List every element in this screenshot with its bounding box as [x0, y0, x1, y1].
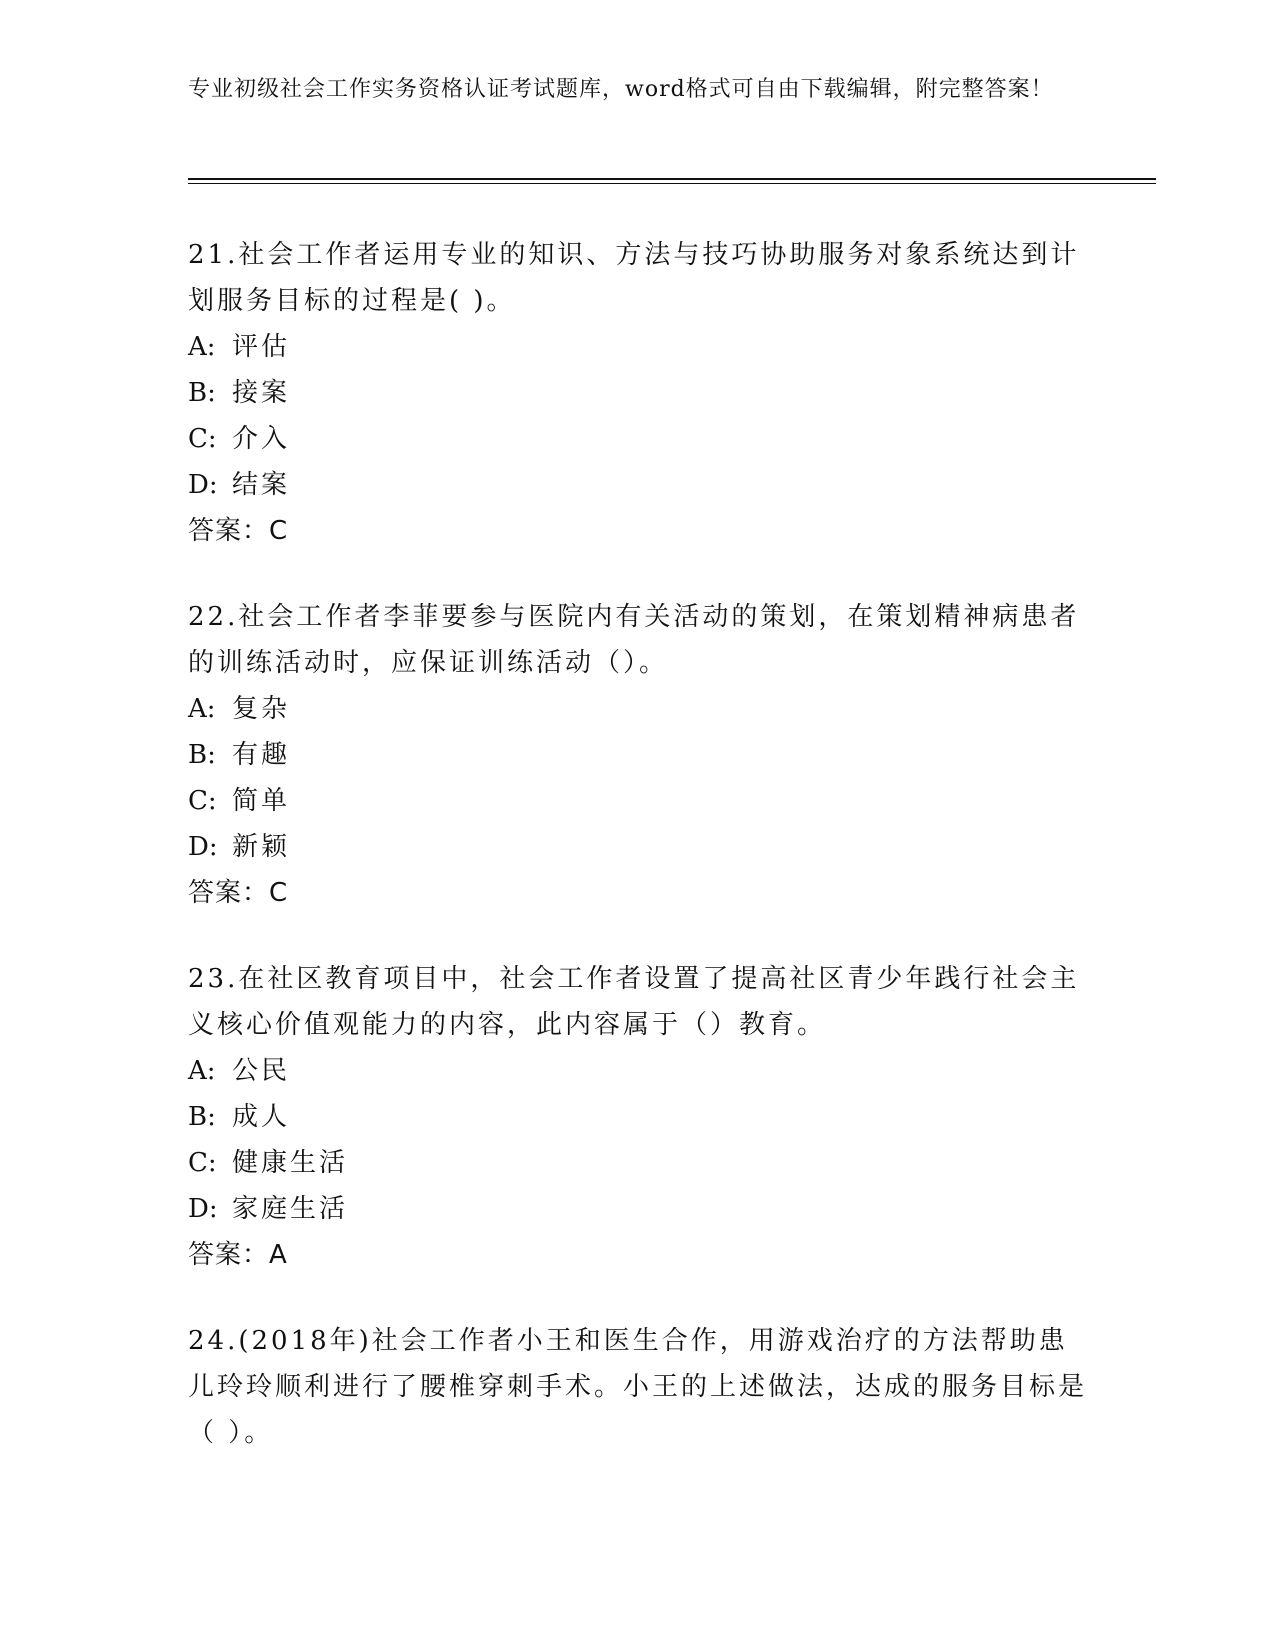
option-a [188, 324, 1088, 370]
option-letter: B: [188, 1102, 216, 1132]
option-letter: D: [188, 1194, 218, 1224]
question-stem: 22.社会工作者李菲要参与医院内有关活动的策划，在策划精神病患者的训练活动时，应保证训练活动（）。 [188, 602, 1080, 678]
option-a [188, 686, 1088, 732]
option-letter: C: [188, 424, 217, 454]
option-text: 家庭生活 [232, 1194, 349, 1224]
option-text: 简单 [232, 786, 291, 816]
option-text: 介入 [232, 424, 291, 454]
option-d [188, 824, 1088, 870]
option-text: 评估 [232, 332, 291, 362]
answer: 答案：C [188, 516, 289, 546]
option-b [188, 732, 1088, 778]
question-stem: 21.社会工作者运用专业的知识、方法与技巧协助服务对象系统达到计划服务目标的过程是( )。 [188, 240, 1080, 316]
question-stem: 24.(2018年)社会工作者小王和医生合作，用游戏治疗的方法帮助患儿玲玲顺利进行了腰椎穿刺手术。小王的上述做法，达成的服务目标是（ ）。 [188, 1326, 1088, 1448]
option-c [188, 778, 1088, 824]
question-stem: 23.在社区教育项目中，社会工作者设置了提高社区青少年践行社会主义核心价值观能力的内容，此内容属于（）教育。 [188, 964, 1080, 1040]
header-divider [188, 178, 1156, 180]
option-d [188, 462, 1088, 508]
option-a [188, 1048, 1088, 1094]
document-header: 专业初级社会工作实务资格认证考试题库，word格式可自由下载编辑，附完整答案！ [188, 77, 1054, 102]
option-text: 健康生活 [232, 1148, 349, 1178]
header-divider-thin [188, 183, 1156, 184]
option-text: 结案 [232, 470, 291, 500]
option-b [188, 1094, 1088, 1140]
option-letter: D: [188, 470, 218, 500]
question-24 [188, 1318, 1088, 1456]
option-text: 新颖 [232, 832, 291, 862]
option-letter: B: [188, 378, 216, 408]
answer: 答案：A [188, 1240, 288, 1270]
option-letter: B: [188, 740, 216, 770]
option-text: 复杂 [232, 694, 291, 724]
option-letter: C: [188, 786, 217, 816]
option-d [188, 1186, 1088, 1232]
option-text: 公民 [232, 1056, 291, 1086]
option-letter: D: [188, 832, 218, 862]
option-b [188, 370, 1088, 416]
option-c [188, 416, 1088, 462]
answer: 答案：C [188, 878, 289, 908]
option-text: 成人 [232, 1102, 291, 1132]
option-letter: A: [188, 694, 216, 724]
option-text: 接案 [232, 378, 291, 408]
question-21 [188, 232, 1088, 554]
question-22 [188, 594, 1088, 916]
option-c [188, 1140, 1088, 1186]
option-letter: A: [188, 332, 216, 362]
option-text: 有趣 [232, 740, 291, 770]
option-letter: A: [188, 1056, 216, 1086]
option-letter: C: [188, 1148, 217, 1178]
question-23 [188, 956, 1088, 1278]
